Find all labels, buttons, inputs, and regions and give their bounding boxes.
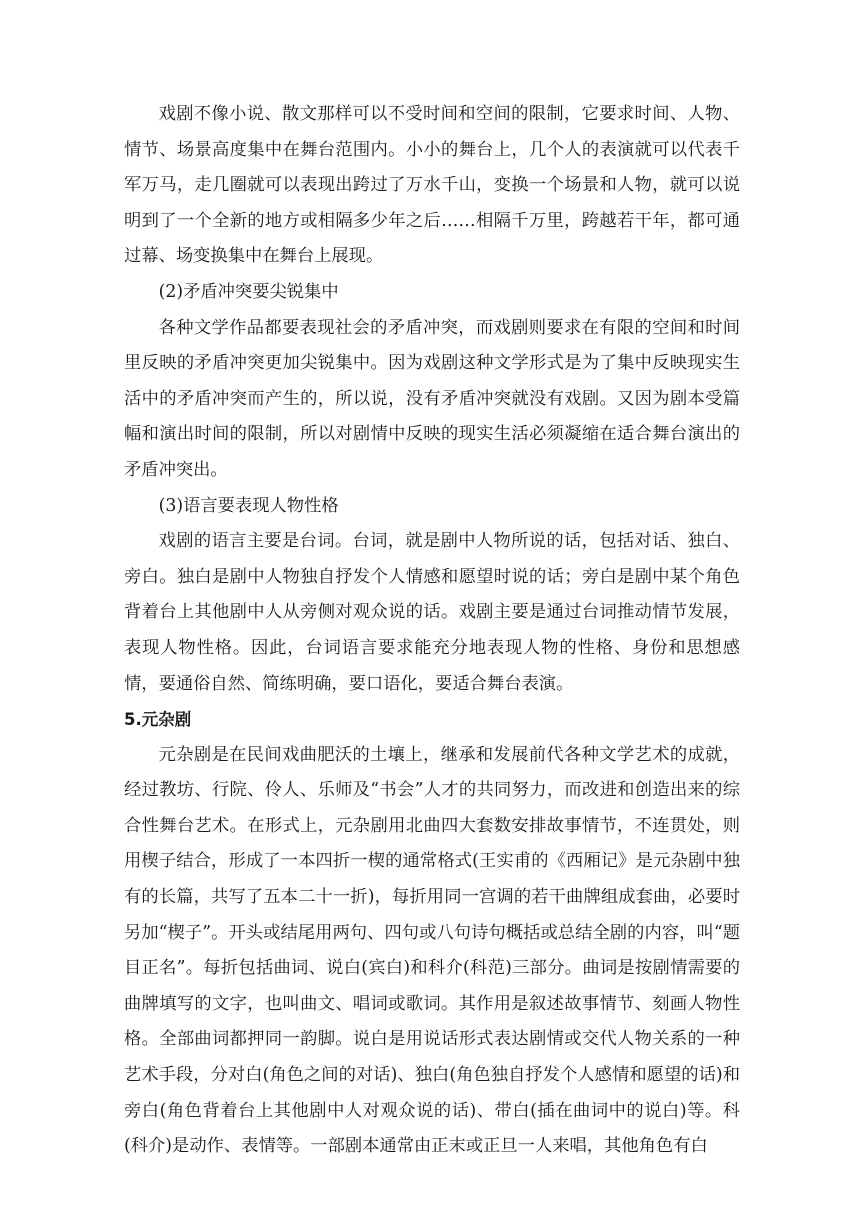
subheading-conflict: (2)矛盾冲突要尖锐集中 — [158, 281, 339, 302]
subheading-language: (3)语言要表现人物性格 — [158, 495, 339, 516]
section-heading-yuan-zaju: 5.元杂剧 — [124, 710, 192, 730]
paragraph-language: 戏剧的语言主要是台词。台词，就是剧中人物所说的话，包括对话、独白、旁白。独白是剧中人物独自抒发个人情感和愿望时说的话；旁白是剧中某个角色背着台上其他剧中人从旁侧对观众说的话。戏剧主要是通过台词推动情节发展，表现人物性格。因此，台词语言要求能充分地表现人物的性格、身份和思想感情，要通俗自然、简练明确，要口语化，要适合舞台表演。 — [124, 531, 740, 694]
paragraph-conflict: 各种文学作品都要表现社会的矛盾冲突，而戏剧则要求在有限的空间和时间里反映的矛盾冲突更加尖锐集中。因为戏剧这种文学形式是为了集中反映现实生活中的矛盾冲突而产生的，所以说，没有矛盾冲突就没有戏剧。又因为剧本受篇幅和演出时间的限制，所以对剧情中反映的现实生活必须凝缩在适合舞台演出的矛盾冲突出。 — [124, 317, 740, 480]
document-body — [124, 97, 740, 1165]
paragraph-stage-constraints: 戏剧不像小说、散文那样可以不受时间和空间的限制，它要求时间、人物、情节、场景高度集中在舞台范围内。小小的舞台上，几个人的表演就可以代表千军万马，走几圈就可以表现出跨过了万水千山，变换一个场景和人物，就可以说明到了一个全新的地方或相隔多少年之后……相隔千万里，跨越若干年，都可通过幕、场变换集中在舞台上展现。 — [124, 104, 740, 267]
paragraph-yuan-zaju: 元杂剧是在民间戏曲肥沃的土壤上，继承和发展前代各种文学艺术的成就，经过教坊、行院、伶人、乐师及“书会”人才的共同努力，而改进和创造出来的综合性舞台艺术。在形式上，元杂剧用北曲四大套数安排故事情节，不连贯处，则用楔子结合，形成了一本四折一楔的通常格式(王实甫的《西厢记》是元杂剧中独有的长篇，共写了五本二十一折)，每折用同一宫调的若干曲牌组成套曲，必要时另加“楔子”。开头或结尾用两句、四句或八句诗句概括或总结全剧的内容，叫“题目正名”。每折包括曲词、说白(宾白)和科介(科范)三部分。曲词是按剧情需要的曲牌填写的文字，也叫曲文、唱词或歌词。其作用是叙述故事情节、刻画人物性格。全部曲词都押同一韵脚。说白是用说话形式表达剧情或交代人物关系的一种艺术手段，分对白(角色之间的对话)、独白(角色独自抒发个人感情和愿望的话)和旁白(角色背着台上其他剧中人对观众说的话)、带白(插在曲词中的说白)等。科(科介)是动作、表情等。一部剧本通常由正末或正旦一人来唱，其他角色有白 — [124, 744, 740, 1157]
